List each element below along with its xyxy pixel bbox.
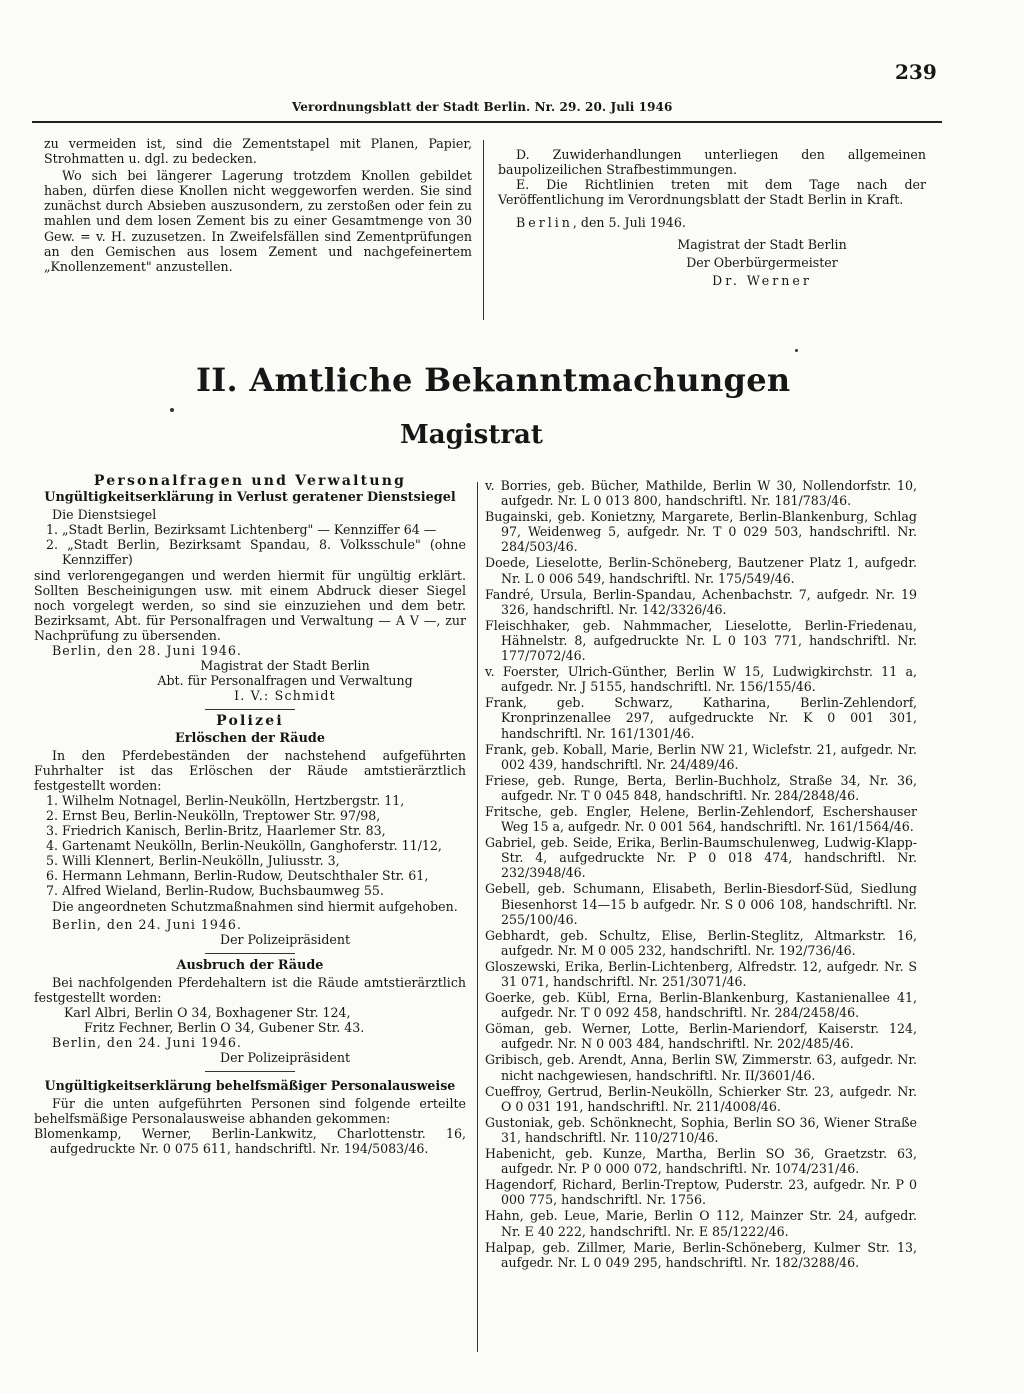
paragraph: In den Pferdebeständen der nachstehend aufgeführten Fuhrhalter ist das Erlöschen der Räude amtstierärztlich festgestellt worden: [34, 747, 466, 793]
sub-heading: Magistrat [400, 420, 543, 450]
list-item: v. Foerster, Ulrich-Günther, Berlin W 15, Ludwigkirchstr. 11 a, aufgedr. Nr. J 5155, handschriftl. Nr. 156/155/46. [485, 664, 917, 695]
section-title: Personalfragen und Verwaltung [93, 473, 407, 489]
list-item: 5. Willi Klennert, Berlin-Neukölln, Juliusstr. 3, [46, 853, 340, 869]
place-date [498, 215, 926, 230]
signature-line: Der Oberbürgermeister [686, 255, 838, 271]
section-subtitle: Ausbruch der Räude [176, 957, 324, 973]
list-item: Hahn, geb. Leue, Marie, Berlin O 112, Mainzer Str. 24, aufgedr. Nr. E 40 222, handschriftl. Nr. E 85/1222/46. [485, 1208, 917, 1239]
signature-name: I. V.: Schmidt [234, 688, 336, 704]
paragraph: Wo sich bei längerer Lagerung trotzdem Knollen gebildet haben, dürfen diese Knollen nicht weggeworfen werden. Sie sind zunächst durch Absieben auszusondern, zu zerstoßen oder fein zu mahlen und dem losen Zement bis zu einer Gesamtmenge von 30 Gew. = v. H. zuzusetzen. In Zweifelsfällen sind Zementprüfungen an den Gemischen aus losem Zement und nachgefeinertem „Knollenzement" anzustellen. [44, 168, 472, 274]
list-item: Hagendorf, Richard, Berlin-Treptow, Puderstr. 23, aufgedr. Nr. P 0 000 775, handschriftl. Nr. 1756. [485, 1177, 917, 1208]
paragraph: zu vermeiden ist, sind die Zementstapel mit Planen, Papier, Strohmatten u. dgl. zu bedecken. [44, 136, 472, 167]
top-right-closing [498, 147, 926, 290]
scan-speck [795, 349, 798, 352]
signature-block [498, 236, 926, 290]
section-subtitle: Erlöschen der Räude [175, 730, 325, 746]
place-city: Berlin [516, 215, 573, 231]
top-left-continuation [44, 136, 472, 274]
section-divider [205, 1071, 295, 1072]
place-date: Berlin, den 28. Juni 1946. [52, 643, 242, 659]
list-item: Cueffroy, Gertrud, Berlin-Neukölln, Schierker Str. 23, aufgedr. Nr. O 0 031 191, handschriftl. Nr. 211/4008/46. [485, 1083, 917, 1114]
list-item: Goerke, geb. Kübl, Erna, Berlin-Blankenburg, Kastanienallee 41, aufgedr. Nr. T 0 092 458, handschriftl. Nr. 284/2458/46. [485, 990, 917, 1021]
signature-line: Abt. für Personalfragen und Verwaltung [157, 673, 413, 689]
list-item: v. Borries, geb. Bücher, Mathilde, Berlin W 30, Nollendorfstr. 10, aufgedr. Nr. L 0 013 800, handschriftl. Nr. 181/783/46. [485, 478, 917, 509]
list-item: 7. Alfred Wieland, Berlin-Rudow, Buchsbaumweg 55. [46, 883, 384, 899]
list-item: Doede, Lieselotte, Berlin-Schöneberg, Bautzener Platz 1, aufgedr. Nr. L 0 006 549, handschriftl. Nr. 175/549/46. [485, 555, 917, 586]
section-subtitle: Ungültigkeitserklärung behelfsmäßiger Personalausweise [44, 1078, 456, 1094]
column-divider [477, 482, 478, 1352]
place-date: Berlin, den 24. Juni 1946. [52, 916, 242, 932]
main-heading: II. Amtliche Bekanntmachungen [196, 361, 791, 399]
running-header: Verordnungsblatt der Stadt Berlin. Nr. 29. 20. Juli 1946 [292, 100, 673, 114]
column-divider [483, 140, 484, 320]
list-item: Gebell, geb. Schumann, Elisabeth, Berlin-Biesdorf-Süd, Siedlung Biesenhorst 14—15 b aufgedr. Nr. S 0 006 108, handschriftl. Nr. 255/100/46. [485, 881, 917, 927]
list-item: Fritsche, geb. Engler, Helene, Berlin-Zehlendorf, Eschershauser Weg 15 a, aufgedr. Nr. 0 001 564, handschriftl. Nr. 161/1564/46. [485, 803, 917, 835]
signature-name: Dr. Werner [712, 273, 812, 289]
list-item: Gribisch, geb. Arendt, Anna, Berlin SW, Zimmerstr. 63, aufgedr. Nr. nicht nachgewiesen, handschriftl. Nr. II/3601/46. [485, 1052, 917, 1083]
list-item: 1. „Stadt Berlin, Bezirksamt Lichtenberg" — Kennziffer 64 — [46, 522, 437, 538]
list-item: Halpap, geb. Zillmer, Marie, Berlin-Schöneberg, Kulmer Str. 13, aufgedr. Nr. L 0 049 295, handschriftl. Nr. 182/3288/46. [485, 1239, 917, 1270]
date-text: , den 5. Juli 1946. [572, 215, 686, 231]
list-item: Frank, geb. Schwarz, Katharina, Berlin-Zehlendorf, Kronprinzenallee 297, aufgedruckte Nr. K 0 001 301, handschriftl. Nr. 161/1301/46. [485, 695, 917, 741]
signature-line: Der Polizeipräsident [219, 1050, 351, 1066]
header-rule [32, 121, 942, 123]
section-subtitle: Ungültigkeitserklärung in Verlust geratener Dienstsiegel [44, 490, 456, 506]
list-item: Gebhardt, geb. Schultz, Elise, Berlin-Steglitz, Altmarkstr. 16, aufgedr. Nr. M 0 005 232, handschriftl. Nr. 192/736/46. [485, 927, 917, 958]
list-item: 4. Gartenamt Neukölln, Berlin-Neukölln, Ganghoferstr. 11/12, [46, 838, 442, 854]
paragraph: Bei nachfolgenden Pferdehaltern ist die Räude amtstierärztlich festgestellt worden: [34, 974, 466, 1005]
section-divider [205, 709, 295, 710]
list-item: 2. Ernst Beu, Berlin-Neukölln, Treptower Str. 97/98, [46, 807, 381, 823]
list-item: Fleischhaker, geb. Nahmmacher, Lieselotte, Berlin-Friedenau, Hähnelstr. 8, aufgedruckte Nr. L 0 103 771, handschriftl. Nr. 177/7072/46. [485, 617, 917, 664]
paragraph-e: E. Die Richtlinien treten mit dem Tage nach der Veröffentlichung im Verordnungsblatt der Stadt Berlin in Kraft. [498, 177, 926, 208]
paragraph: Die angeordneten Schutzmaßnahmen sind hiermit aufgehoben. [52, 898, 458, 914]
list-item: Frank, geb. Koball, Marie, Berlin NW 21, Wiclefstr. 21, aufgedr. Nr. 002 439, handschriftl. Nr. 24/489/46. [485, 741, 917, 772]
list-item: Gloszewski, Erika, Berlin-Lichtenberg, Alfredstr. 12, aufgedr. Nr. S 31 071, handschriftl. Nr. 251/3071/46. [485, 958, 917, 989]
list-item: Bugainski, geb. Konietzny, Margarete, Berlin-Blankenburg, Schlag 97, Weidenweg 5, aufgedr. Nr. T 0 029 503, handschriftl. Nr. 284/503/46. [485, 509, 917, 555]
signature-line: Magistrat der Stadt Berlin [200, 658, 370, 674]
scan-speck [170, 408, 174, 412]
paragraph: Die Dienstsiegel [52, 507, 157, 523]
page-number: 239 [895, 60, 937, 84]
list-item: 1. Wilhelm Notnagel, Berlin-Neukölln, Hertzbergstr. 11, [46, 792, 405, 808]
list-item: Gabriel, geb. Seide, Erika, Berlin-Baumschulenweg, Ludwig-Klapp-Str. 4, aufgedruckte Nr. P 0 018 474, handschriftl. Nr. 232/3948/46. [485, 835, 917, 881]
list-item: Gustoniak, geb. Schönknecht, Sophia, Berlin SO 36, Wiener Straße 31, handschriftl. Nr. 110/2710/46. [485, 1114, 917, 1145]
list-item: Karl Albri, Berlin O 34, Boxhagener Str. 124, [64, 1005, 351, 1021]
list-item: Friese, geb. Runge, Berta, Berlin-Buchholz, Straße 34, Nr. 36, aufgedr. Nr. T 0 045 848, handschriftl. Nr. 284/2848/46. [485, 772, 917, 803]
list-item: Fandré, Ursula, Berlin-Spandau, Achenbachstr. 7, aufgedr. Nr. 19 326, handschriftl. Nr. 142/3326/46. [485, 586, 917, 617]
list-item: Habenicht, geb. Kunze, Martha, Berlin SO 36, Graetzstr. 63, aufgedr. Nr. P 0 000 072, handschriftl. Nr. 1074/231/46. [485, 1146, 917, 1177]
right-column [485, 478, 917, 1271]
place-date: Berlin, den 24. Juni 1946. [52, 1035, 242, 1051]
list-item: Göman, geb. Werner, Lotte, Berlin-Mariendorf, Kaiserstr. 124, aufgedr. Nr. N 0 003 484, handschriftl. Nr. 202/485/46. [485, 1021, 917, 1052]
left-column [34, 472, 466, 1157]
section-divider [205, 953, 295, 954]
list-item: 3. Friedrich Kanisch, Berlin-Britz, Haarlemer Str. 83, [46, 823, 386, 839]
paragraph: sind verlorengegangen und werden hiermit für ungültig erklärt. Sollten Bescheinigungen usw. mit einem Abdruck dieser Siegel noch vorgelegt werden, so sind sie einzuziehen und dem betr. Bezirksamt, Abt. für Personalfragen und Verwaltung — A V —, zur Nachprüfung zu übersenden. [34, 567, 466, 643]
list-item: 2. „Stadt Berlin, Bezirksamt Spandau, 8. Volksschule" (ohne Kennziffer) [46, 537, 466, 568]
signature-line: Magistrat der Stadt Berlin [677, 237, 847, 253]
list-item: Blomenkamp, Werner, Berlin-Lankwitz, Charlottenstr. 16, aufgedruckte Nr. 0 075 611, handschriftl. Nr. 194/5083/46. [34, 1125, 466, 1156]
signature-line: Der Polizeipräsident [219, 931, 351, 947]
paragraph-d: D. Zuwiderhandlungen unterliegen den allgemeinen baupolizeilichen Strafbestimmungen. [498, 147, 926, 178]
section-title: Polizei [216, 713, 284, 730]
list-item: 6. Hermann Lehmann, Berlin-Rudow, Deutschthaler Str. 61, [46, 868, 429, 884]
paragraph: Für die unten aufgeführten Personen sind folgende erteilte behelfsmäßige Personalausweise abhanden gekommen: [34, 1095, 466, 1126]
list-item: Fritz Fechner, Berlin O 34, Gubener Str. 43. [84, 1020, 365, 1036]
